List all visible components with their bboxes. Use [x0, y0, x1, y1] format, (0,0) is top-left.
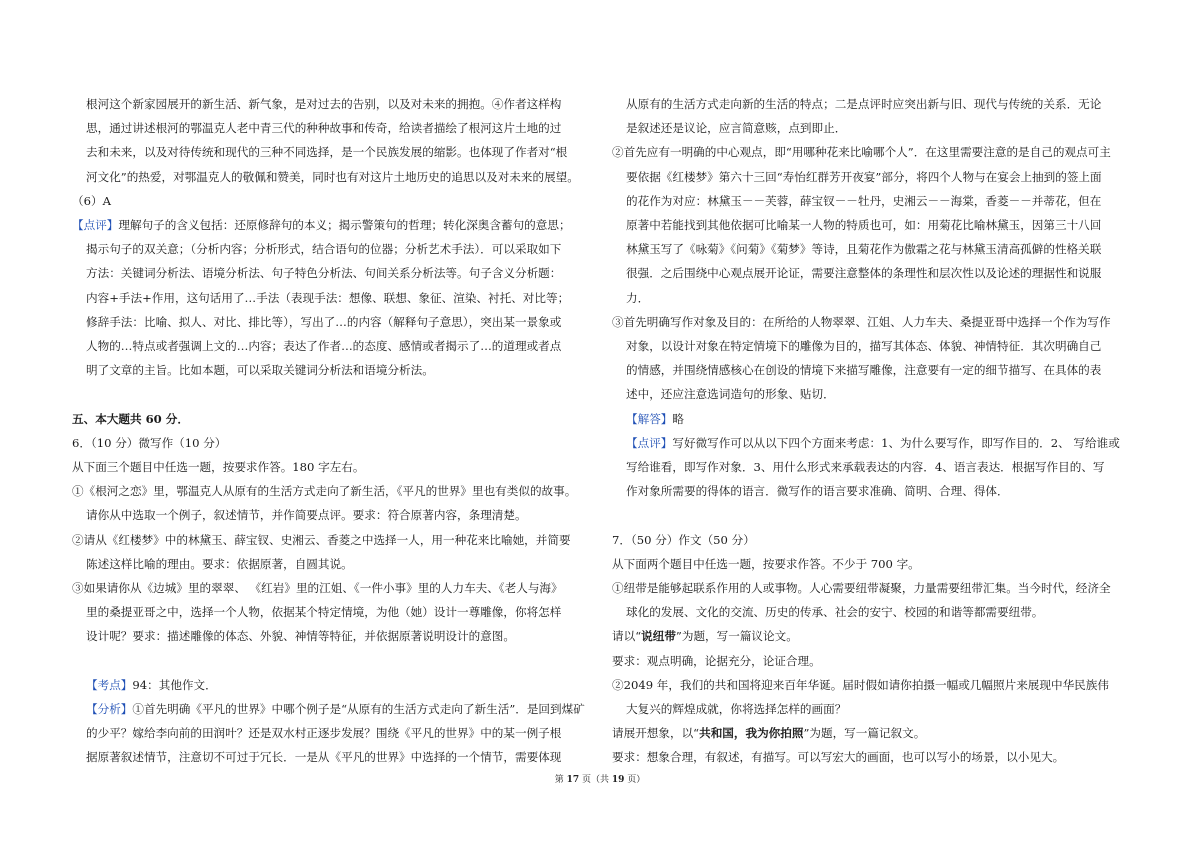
text-line: 林黛玉写了《咏菊》《问菊》《菊梦》等诗，且菊花作为傲霜之花与林黛玉清高孤僻的性格关联: [626, 242, 1102, 257]
text-line: 力．: [626, 290, 650, 305]
point-first-line: ③首先明确写作对象及目的：在所给的人物翠翠、江姐、人力车夫、桑提亚哥中选择一个作为写作: [612, 314, 1111, 329]
answer-6: （6）A: [72, 193, 111, 208]
kaodian-line: [72, 673, 590, 697]
option-first-line: ②请从《红楼梦》中的林黛玉、薛宝钗、史湘云、香菱之中选择一人，用一种花来比喻她，并简要: [72, 532, 571, 547]
analysis-point-3: [612, 310, 1132, 407]
continued-paragraph: [72, 92, 590, 189]
essay-title-1: 说纽带: [641, 629, 676, 644]
option-line: 大复兴的辉煌成就，你将选择怎样的画面？: [626, 702, 847, 717]
right-column: [612, 92, 1132, 770]
prompt-line-2: [612, 721, 1132, 745]
text-line: 要依据《红楼梦》第六十三回“寿怡红群芳开夜宴”部分，将四个人物与在宴会上抽到的签上面: [626, 169, 1102, 184]
option-line: 请你从中选取一个例子，叙述情节，并作简要点评。要求：符合原著内容，条理清楚。: [86, 508, 527, 523]
question-7-title: 7．（50 分）作文（50 分）: [612, 532, 755, 547]
footer-text: 页（共: [579, 775, 612, 785]
text-line: 对象，以设计对象在特定情境下的雕像为目的，描写其体态、体貌、神情特征．其次明确自己: [626, 339, 1102, 354]
text-line: 从原有的生活方式走向新的生活的特点；二是点评时应突出新与旧、现代与传统的关系．无论: [626, 97, 1102, 111]
answer-text: 略: [672, 411, 684, 426]
prompt-text: ”为题，写一篇记叙文。: [803, 726, 926, 741]
analysis-tag: 【分析】: [86, 702, 133, 717]
option-first-line: ③如果请你从《边城》里的翠翠、 《红岩》里的江姐、《一件小事》里的人力车夫、《老人与海》: [72, 581, 563, 596]
page-footer: [0, 772, 1200, 785]
comment-first-line: 写好微写作可以从以下四个方面来考虑：1、为什么要写作，即写作目的．2、 写给谁或: [672, 435, 1120, 450]
footer-text: 页）: [624, 775, 646, 785]
text-line: 揭示句子的双关意；（分析内容；分析形式，结合语句的位器；分析艺术手法）．可以采取如下: [86, 242, 562, 257]
question-6-option-3: [72, 576, 590, 649]
comment-tag: 【点评】: [626, 435, 673, 450]
text-line: 明了文章的主旨。比如本题，可以采取关键词分析法和语境分析法。: [86, 363, 434, 378]
text-line: 河文化”的热爱，对鄂温克人的敬佩和赞美，同时也有对这片土地历史的追思以及对未来的展望。: [86, 169, 579, 184]
requirement-1: 要求：观点明确，论据充分，论证合理。: [612, 653, 821, 668]
option-line: 里的桑提亚哥之中，选择一个人物，依据某个特定情境，为他（她）设计一尊雕像，你将怎样: [86, 605, 562, 620]
comment-tag: 【点评】: [72, 218, 119, 233]
text-line: 修辞手法：比喻、拟人、对比、排比等），写出了…的内容（解释句子意思），突出某一景象或: [86, 314, 562, 329]
page-number: 17: [566, 775, 580, 785]
question-6-option-1: [72, 479, 590, 527]
text-line: 原著中若能找到其他依据可比喻某一人物的特质也可，如：用菊花比喻林黛玉，因第三十八回: [626, 218, 1102, 233]
kaodian-tag: 【考点】: [86, 677, 133, 692]
comment-first-line: 理解句子的含义包括：还原修辞句的本义；揭示警策句的哲理；转化深奥含蓄句的意思；: [118, 218, 571, 233]
text-line: 内容+手法+作用，这句话用了…手法（表现手法：想像、联想、象征、渲染、衬托、对比等；: [86, 290, 570, 305]
analysis-block: [72, 697, 590, 770]
option-first-line: ①《根河之恋》里，鄂温克人从原有的生活方式走向了新生活，《平凡的世界》里也有类似的故事。: [72, 484, 577, 499]
text-line: 作对象所需要的得体的语言．微写作的语言要求准确、简明、合理、得体．: [626, 484, 1009, 499]
text-line: 写给谁看，即写作对象．3、用什么形式来承载表达的内容．4、语言表达．根据写作目的、写: [626, 460, 1105, 475]
page-total: 19: [611, 775, 625, 785]
section-title: 五、本大题共 60 分．: [72, 411, 189, 426]
question-7-option-2: ②2049 年，我们的共和国将迎来百年华诞。届时假如请你拍摄一幅或几幅照片来展现中华民族伟: [612, 677, 1109, 692]
text-line: 根河这个新家园展开的新生活、新气象，是对过去的告别，以及对未来的拥抱。④作者这样构: [86, 97, 562, 111]
point-first-line: ②首先应有一明确的中心观点，即“用哪种花来比喻哪个人”．在这里需要注意的是自己的观点可主: [612, 145, 1111, 160]
analysis-first-line: ①首先明确《平凡的世界》中哪个例子是“从原有的生活方式走向了新生活”．是回到煤矿: [132, 702, 585, 717]
answer-line: [612, 407, 1132, 431]
prompt-text: ”为题，写一篇议论文。: [675, 629, 798, 644]
question-7-option-1: ①纽带是能够起联系作用的人或事物。人心需要纽带凝聚，力量需要纽带汇集。当今时代，经济全: [612, 581, 1111, 596]
text-line: 述中，还应注意选词造句的形象、贴切．: [626, 387, 835, 402]
analysis-point-2: [612, 140, 1132, 309]
text-line: 的情感，并围绕情感核心在创设的情境下来描写雕像，注意要有一定的细节描写、在具体的表: [626, 363, 1102, 378]
answer-tag: 【解答】: [626, 411, 673, 426]
analysis-continued: [612, 92, 1132, 140]
option-line: 球化的发展、文化的交流、历史的传承、社会的安宁、校园的和谐等都需要纽带。: [626, 605, 1044, 620]
prompt-text: 请以“: [612, 629, 642, 644]
option-line: 陈述这样比喻的理由。要求：依据原著，自圆其说。: [86, 556, 353, 571]
text-line: 思，通过讲述根河的鄂温克人老中青三代的种种故事和传奇，给读者描绘了根河这片土地的过: [86, 121, 562, 136]
left-column: [72, 92, 590, 770]
essay-title-2: 共和国，我为你拍照: [699, 726, 804, 741]
prompt-line-1: [612, 624, 1132, 648]
question-6-option-2: [72, 528, 590, 576]
text-line: 方法：关键词分析法、语境分析法、句子特色分析法、句间关系分析法等。句子含义分析题：: [86, 266, 562, 281]
text-line: 是叙述还是议论，应言简意赅，点到即止．: [626, 121, 847, 136]
comment-block-2: [612, 431, 1132, 504]
question-7-intro: 从下面两个题目中任选一题，按要求作答。不少于 700 字。: [612, 556, 920, 571]
comment-block: [72, 213, 590, 382]
text-line: 的少平？嫁给李向前的田润叶？还是双水村正逐步发展？围绕《平凡的世界》中的某一例子根: [86, 726, 562, 741]
option-line: 设计呢？要求：描述雕像的体态、外貌、神情等特征，并依据原著说明设计的意图。: [86, 629, 515, 644]
text-line: 人物的…特点或者强调上文的…内容；表达了作者…的态度、感情或者揭示了…的道理或者点: [86, 339, 562, 354]
question-6-intro: 从下面三个题目中任选一题，按要求作答。180 字左右。: [72, 460, 365, 475]
text-line: 据原著叙述情节，注意切不可过于冗长．一是从《平凡的世界》中选择的一个情节，需要体现: [86, 750, 562, 765]
kaodian-text: 94：其他作文．: [132, 677, 217, 692]
text-line: 的花作为对应：林黛玉－－芙蓉，薛宝钗－－牡丹，史湘云－－海棠，香菱－－并蒂花，但在: [626, 193, 1102, 208]
prompt-text: 请展开想象，以“: [612, 726, 700, 741]
requirement-2: 要求：想象合理，有叙述，有描写。可以写宏大的画面，也可以写小的场景，以小见大。: [612, 750, 1065, 765]
text-line: 去和未来，以及对待传统和现代的三种不同选择，是一个民族发展的缩影。也体现了作者对“根: [86, 145, 568, 160]
footer-text: 第: [554, 775, 567, 785]
question-6-title: 6．（10 分）微写作（10 分）: [72, 435, 227, 450]
text-line: 很强．之后围绕中心观点展开论证，需要注意整体的条理性和层次性以及论述的理据性和说服: [626, 266, 1102, 281]
